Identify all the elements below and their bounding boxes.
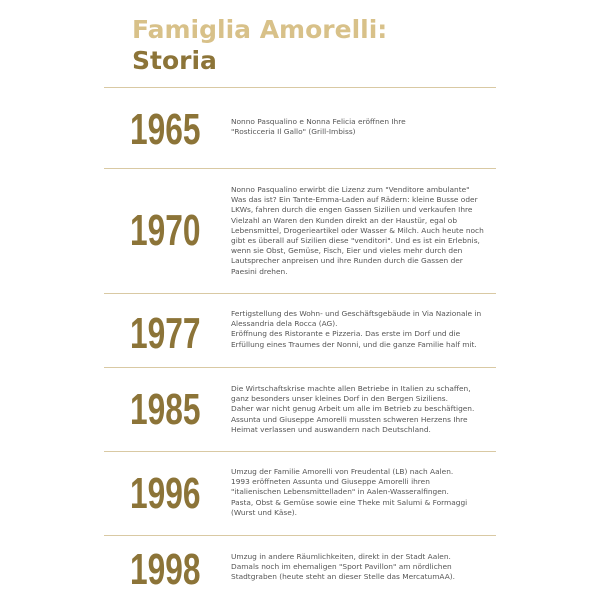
year-label: 1977 <box>130 309 201 358</box>
timeline-entry-1965 <box>104 88 496 168</box>
year-description: Nonno Pasqualino e Nonna Felicia eröffnen Ihre "Rosticceria Il Gallo" (Grill-Imbiss) <box>231 117 406 137</box>
timeline-entry-1998 <box>104 536 496 600</box>
page-title <box>132 14 387 76</box>
timeline-entry-1996 <box>104 452 496 535</box>
year-description: Nonno Pasqualino erwirbt die Lizenz zum "Venditore ambulante" Was das ist? Ein Tante-Emma-Laden auf Rädern: kleine Busse oder LKWs, fahren durch die engen Gassen Sizilien und verkaufen Ihre Vielzahl an Waren den Kunden direkt an der Haustür, egal ob Lebensmittel, Drogerieartikel oder Wasser & Milch. Auch heute noch gibt es überall auf Sizilien diese "venditori". Und es ist ein Erlebnis, wenn sie Obst, Gemüse, Fisch, Eier und vieles mehr durch den Lautsprecher anpreisen und ihre Runden durch die Gassen der Paesini drehen. <box>231 185 484 276</box>
year-label: 1965 <box>130 105 201 154</box>
year-label: 1985 <box>130 385 201 434</box>
year-description: Umzug in andere Räumlichkeiten, direkt in der Stadt Aalen. Damals noch im ehemaligen "Sport Pavillon" am nördlichen Stadtgraben (heute steht an dieser Stelle das MercatumAA). <box>231 552 455 582</box>
title-line-1: Famiglia Amorelli: <box>132 15 388 44</box>
year-label: 1970 <box>130 206 201 255</box>
year-description: Die Wirtschaftskrise machte allen Betriebe in Italien zu schaffen, ganz besonders unser kleines Dorf in den Bergen Siziliens. Daher war nicht genug Arbeit um alle im Betrieb zu beschäftigen. Assunta und Giuseppe Amorelli mussten schweren Herzens Ihre Heimat verlassen und auswandern nach Deutschland. <box>231 384 475 434</box>
timeline-entry-1977 <box>104 294 496 367</box>
timeline-entry-1970 <box>104 169 496 293</box>
year-description: Umzug der Familie Amorelli von Freudental (LB) nach Aalen. 1993 eröffneten Assunta und Giuseppe Amorelli ihren "italienischen Lebensmittelladen" in Aalen-Wasseralfingen. Pasta, Obst & Gemüse sowie eine Theke mit Salumi & Formaggi (Wurst und Käse). <box>231 467 468 517</box>
timeline-entry-1985 <box>104 368 496 451</box>
year-label: 1996 <box>130 469 201 518</box>
title-line-2: Storia <box>132 46 217 75</box>
year-description: Fertigstellung des Wohn- und Geschäftsgebäude in Via Nazionale in Alessandria dela Rocca (AG). Eröffnung des Ristorante e Pizzeria. Das erste im Dorf und die Erfüllung eines Traumes der Nonni, und die ganze Familie half mit. <box>231 309 482 349</box>
year-label: 1998 <box>130 545 201 594</box>
